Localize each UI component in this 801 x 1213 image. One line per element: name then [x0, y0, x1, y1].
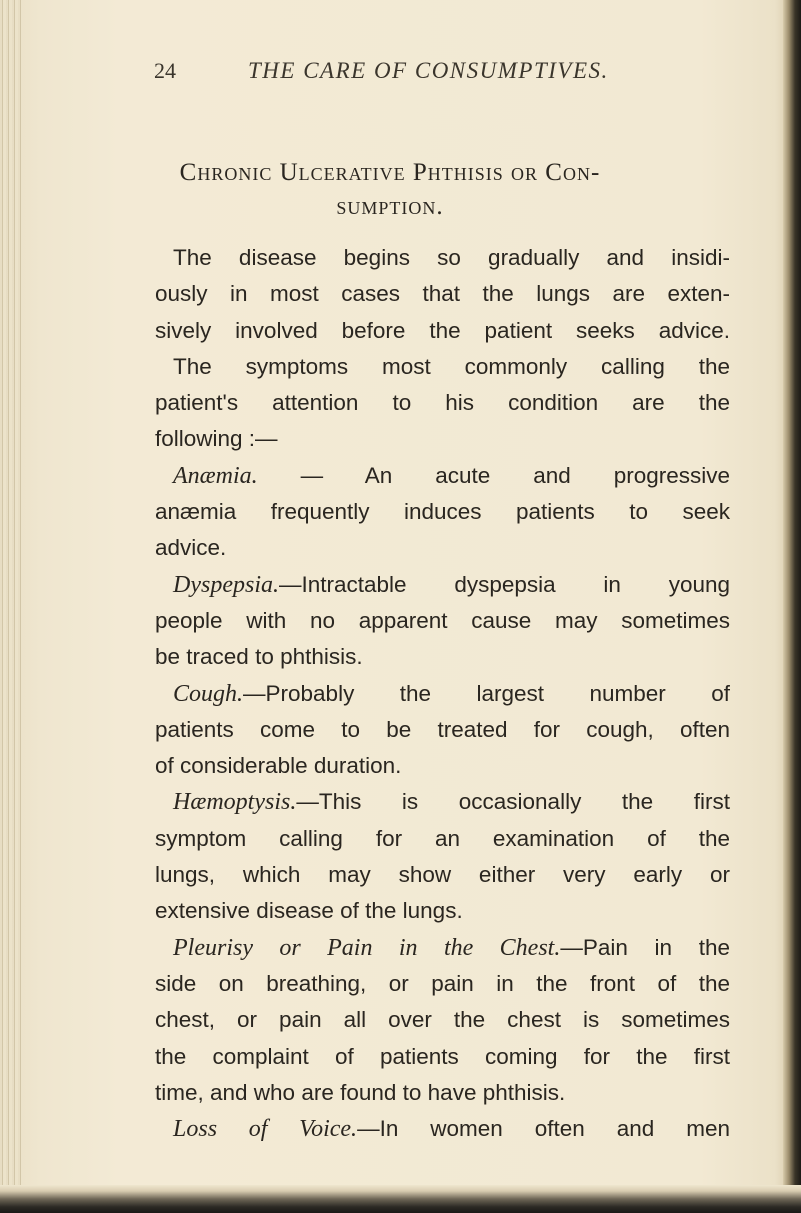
page-number: 24 — [154, 58, 176, 83]
text-segment: —This is occasionally the first — [296, 789, 730, 815]
paragraph-haemoptysis — [155, 784, 730, 820]
paragraph-pleurisy — [155, 930, 730, 966]
text-line: patient's attention to his condition are the — [155, 390, 730, 416]
text-segment: —Probably the largest number of — [243, 680, 730, 706]
paragraph-loss-of-voice — [155, 1111, 730, 1147]
text-line: time, and who are found to have phthisis. — [155, 1079, 566, 1105]
text-line: of considerable duration. — [155, 753, 402, 779]
text-line: side on breathing, or pain in the front of the — [155, 970, 730, 996]
term-anaemia: Anæmia. — [173, 462, 258, 489]
paragraph-anaemia — [155, 458, 730, 494]
page-bottom-edge — [0, 1185, 801, 1213]
paragraph-cough — [155, 676, 730, 712]
text-line: following :— — [155, 426, 278, 452]
text-line: be traced to phthisis. — [155, 644, 363, 670]
page-right-edge — [783, 0, 801, 1213]
text-line: lungs, which may show either very early or — [155, 862, 730, 888]
text-line: symptom calling for an examination of the — [155, 825, 730, 851]
text-segment: — An acute and progressive — [257, 462, 730, 488]
text-line: The disease begins so gradually and insidi- — [173, 245, 730, 270]
text-line: chest, or pain all over the chest is sometimes — [155, 1007, 730, 1033]
page-binding-edge — [0, 0, 22, 1213]
term-dyspepsia: Dyspepsia. — [173, 571, 279, 598]
running-title: THE CARE OF CONSUMPTIVES. — [248, 58, 609, 83]
text-line: sively involved before the patient seeks advice. — [155, 317, 730, 343]
term-pleurisy: Pleurisy or Pain in the Chest. — [173, 934, 561, 961]
text-line: people with no apparent cause may sometimes — [155, 607, 730, 633]
paragraph-dyspepsia — [155, 567, 730, 603]
text-line: advice. — [155, 535, 227, 561]
text-line: patients come to be treated for cough, often — [155, 716, 730, 742]
text-line: anæmia frequently induces patients to seek — [155, 499, 730, 525]
chapter-heading — [130, 156, 650, 224]
heading-line-1: Chronic Ulcerative Phthisis or Con- — [179, 159, 601, 186]
term-haemoptysis: Hæmoptysis. — [173, 789, 297, 816]
body-text — [155, 240, 730, 1147]
heading-line-2: sumption. — [336, 193, 444, 220]
text-line: The symptoms most commonly calling the — [173, 353, 730, 379]
text-segment: —Pain in the — [560, 934, 730, 960]
text-line: extensive disease of the lungs. — [155, 898, 463, 924]
text-segment: —In women often and men — [357, 1116, 730, 1142]
text-line: the complaint of patients coming for the first — [155, 1043, 730, 1069]
term-cough: Cough. — [173, 680, 244, 707]
term-loss-of-voice: Loss of Voice. — [173, 1116, 358, 1143]
text-segment: —Intractable dyspepsia in young — [278, 571, 730, 597]
running-head — [0, 58, 801, 88]
text-line: ously in most cases that the lungs are exten- — [155, 281, 730, 307]
